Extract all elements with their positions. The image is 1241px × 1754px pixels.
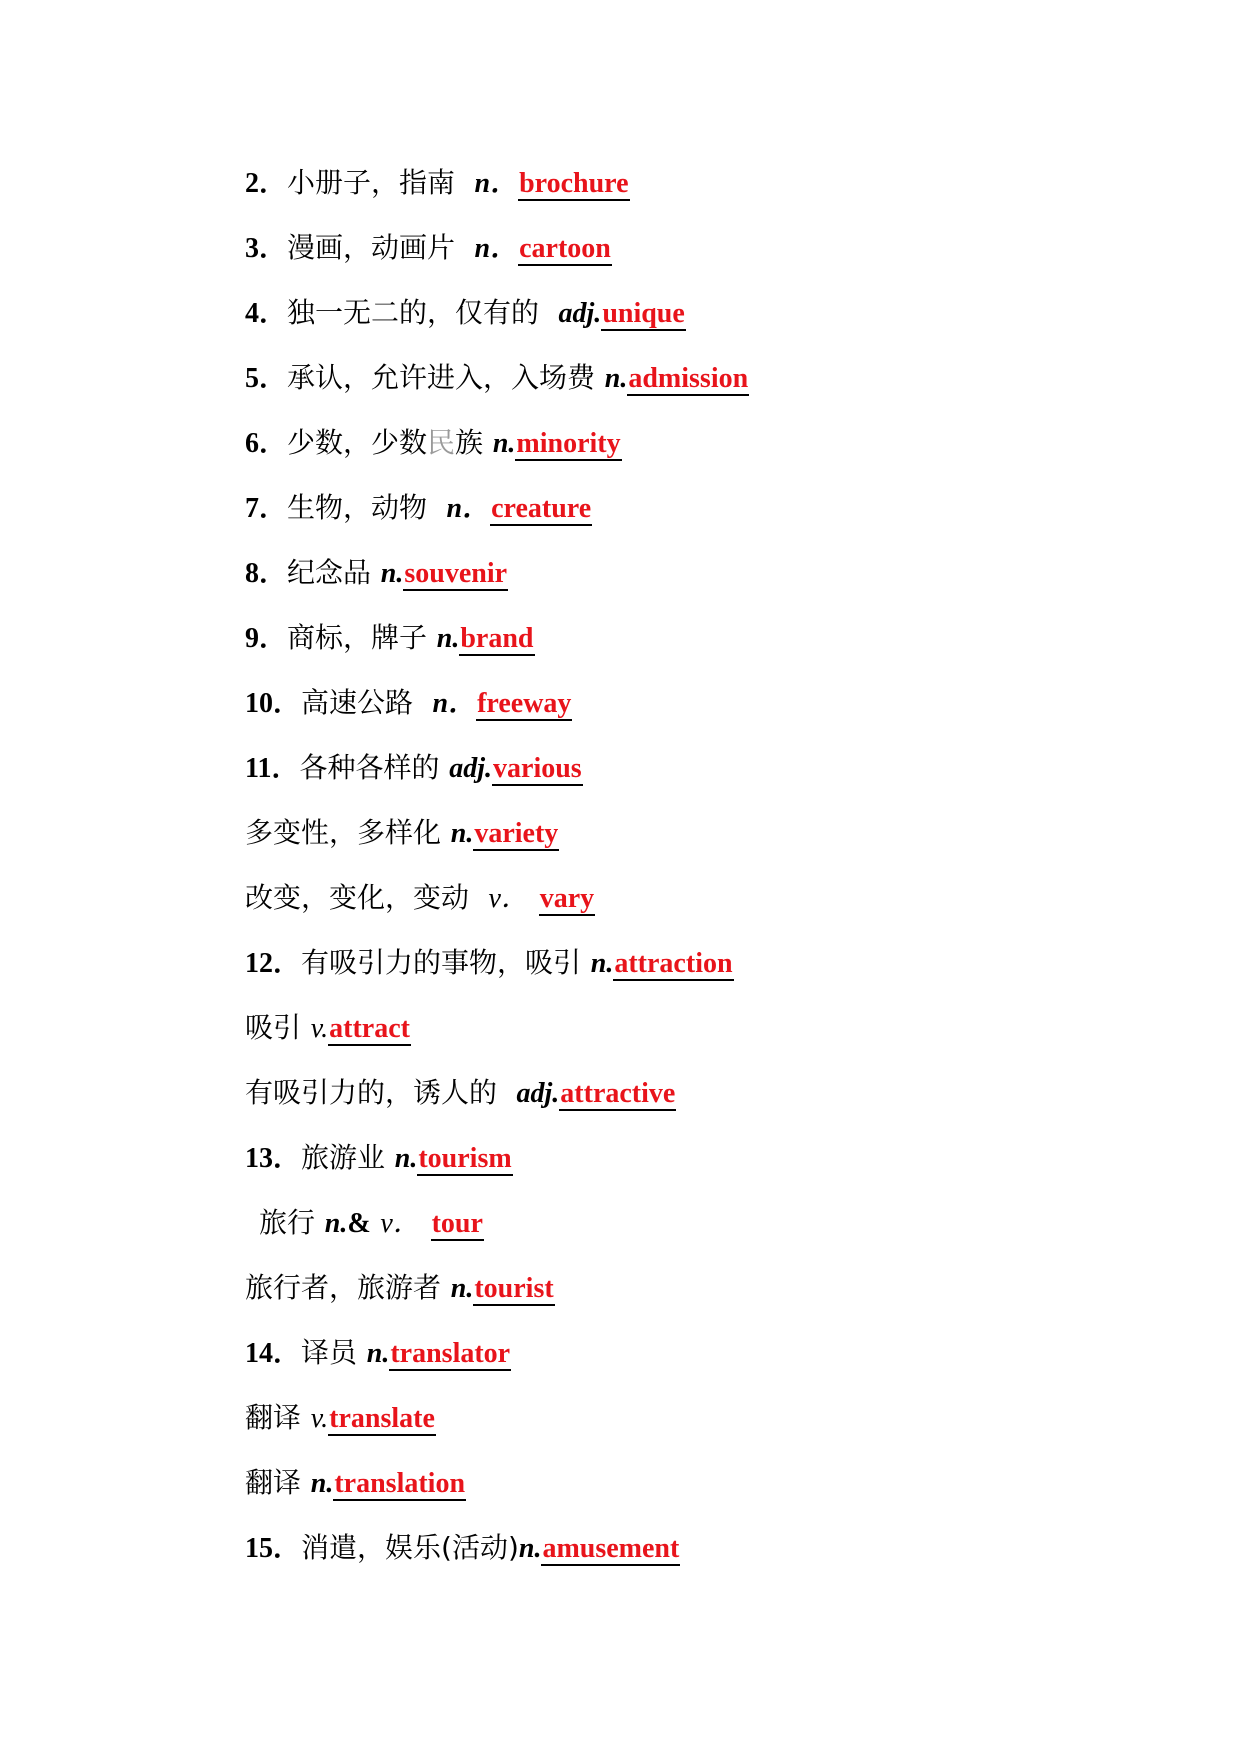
list-item [245, 1328, 1145, 1393]
item-number: 9． [245, 623, 288, 654]
part-of-speech: n. [436, 623, 460, 654]
answer-word: souvenir [404, 558, 508, 589]
answer-word: tour [431, 1208, 483, 1239]
item-number: 5． [245, 363, 288, 394]
chinese-meaning: 翻译 [245, 1401, 302, 1434]
list-item [245, 1393, 1145, 1458]
answer-word: freeway [477, 688, 572, 719]
list-item [245, 1198, 1145, 1263]
chinese-meaning: 高速公路 [301, 686, 414, 719]
chinese-meaning: 生物，动物 [287, 491, 428, 524]
item-number: 13． [245, 1143, 302, 1174]
ampersand: & [347, 1208, 371, 1239]
chinese-meaning: 纪念品 [287, 556, 372, 589]
answer-word: various [493, 753, 582, 784]
answer-word: creature [491, 493, 592, 524]
chinese-meaning: 旅游业 [301, 1141, 386, 1174]
list-item [245, 743, 1145, 808]
chinese-meaning: 各种各样的 [299, 751, 440, 784]
answer-word: attraction [614, 948, 733, 979]
answer-word: translation [334, 1468, 466, 1499]
faded-character: 民 [427, 426, 456, 459]
chinese-meaning: 有吸引力的，诱人的 [245, 1076, 498, 1109]
chinese-meaning: 改变，变化，变动 [245, 881, 470, 914]
list-item [245, 483, 1145, 548]
list-item [245, 548, 1145, 613]
answer-word: tourism [418, 1143, 512, 1174]
list-item [245, 1263, 1145, 1328]
part-of-speech: adj. [558, 298, 602, 329]
item-number: 11． [245, 753, 300, 784]
chinese-meaning: 吸引 [245, 1011, 302, 1044]
list-item [245, 158, 1145, 223]
list-item [245, 1068, 1145, 1133]
part-of-speech: n． [474, 233, 519, 264]
answer-word: attract [329, 1013, 410, 1044]
item-number: 4． [245, 298, 288, 329]
list-item [245, 678, 1145, 743]
part-of-speech: n. [450, 1273, 474, 1304]
chinese-meaning: 旅行者，旅游者 [245, 1271, 442, 1304]
vocabulary-list [245, 158, 1145, 1588]
list-item [245, 223, 1145, 288]
list-item [245, 1458, 1145, 1523]
answer-word: amusement [542, 1533, 680, 1564]
chinese-meaning: 独一无二的，仅有的 [287, 296, 540, 329]
list-item [245, 418, 1145, 483]
answer-word: brochure [519, 168, 629, 199]
list-item [245, 613, 1145, 678]
list-item [245, 1003, 1145, 1068]
list-item [245, 353, 1145, 418]
item-number: 12． [245, 948, 302, 979]
chinese-meaning: 翻译 [245, 1466, 302, 1499]
part-of-speech: n. [324, 1208, 348, 1239]
answer-word: vary [539, 883, 595, 914]
chinese-meaning: 多变性，多样化 [245, 816, 442, 849]
item-number: 15． [245, 1533, 302, 1564]
part-of-speech: n. [590, 948, 614, 979]
chinese-meaning: 承认，允许进入，入场费 [287, 361, 596, 394]
part-of-speech: v． [488, 883, 529, 914]
part-of-speech: n． [432, 688, 477, 719]
answer-word: attractive [560, 1078, 676, 1109]
item-number: 6． [245, 428, 288, 459]
part-of-speech: n. [310, 1468, 334, 1499]
chinese-meaning: 有吸引力的事物，吸引 [301, 946, 582, 979]
part-of-speech: n. [380, 558, 404, 589]
list-item [245, 873, 1145, 938]
answer-word: tourist [474, 1273, 554, 1304]
part-of-speech: n. [450, 818, 474, 849]
part-of-speech: n． [446, 493, 491, 524]
part-of-speech: n. [394, 1143, 418, 1174]
answer-word: translator [390, 1338, 511, 1369]
list-item [245, 288, 1145, 353]
item-number: 14． [245, 1338, 302, 1369]
answer-word: minority [516, 428, 621, 459]
chinese-meaning: 旅行 [259, 1206, 316, 1239]
answer-word: translate [329, 1403, 435, 1434]
chinese-meaning-end: 族 [455, 426, 484, 459]
part-of-speech: n. [492, 428, 516, 459]
answer-word: cartoon [519, 233, 611, 264]
chinese-meaning: 少数，少数 [287, 426, 428, 459]
part-of-speech: adj. [449, 753, 493, 784]
item-number: 10． [245, 688, 302, 719]
item-number: 7． [245, 493, 288, 524]
chinese-meaning: 消遣，娱乐(活动) [301, 1531, 519, 1564]
part-of-speech: v. [310, 1013, 329, 1044]
list-item [245, 938, 1145, 1003]
answer-word: unique [602, 298, 685, 329]
answer-word: variety [474, 818, 559, 849]
list-item [245, 808, 1145, 873]
list-item [245, 1523, 1145, 1588]
chinese-meaning: 译员 [301, 1336, 358, 1369]
part-of-speech: n. [366, 1338, 390, 1369]
answer-word: brand [460, 623, 534, 654]
part-of-speech: n． [474, 168, 519, 199]
item-number: 8． [245, 558, 288, 589]
part-of-speech: n. [604, 363, 628, 394]
part-of-speech-verb: v． [380, 1208, 421, 1239]
chinese-meaning: 漫画，动画片 [287, 231, 456, 264]
part-of-speech: v. [310, 1403, 329, 1434]
chinese-meaning: 商标，牌子 [287, 621, 428, 654]
answer-word: admission [628, 363, 749, 394]
list-item [245, 1133, 1145, 1198]
part-of-speech: adj. [516, 1078, 560, 1109]
part-of-speech: n. [518, 1533, 542, 1564]
chinese-meaning: 小册子，指南 [287, 166, 456, 199]
item-number: 2． [245, 168, 288, 199]
item-number: 3． [245, 233, 288, 264]
